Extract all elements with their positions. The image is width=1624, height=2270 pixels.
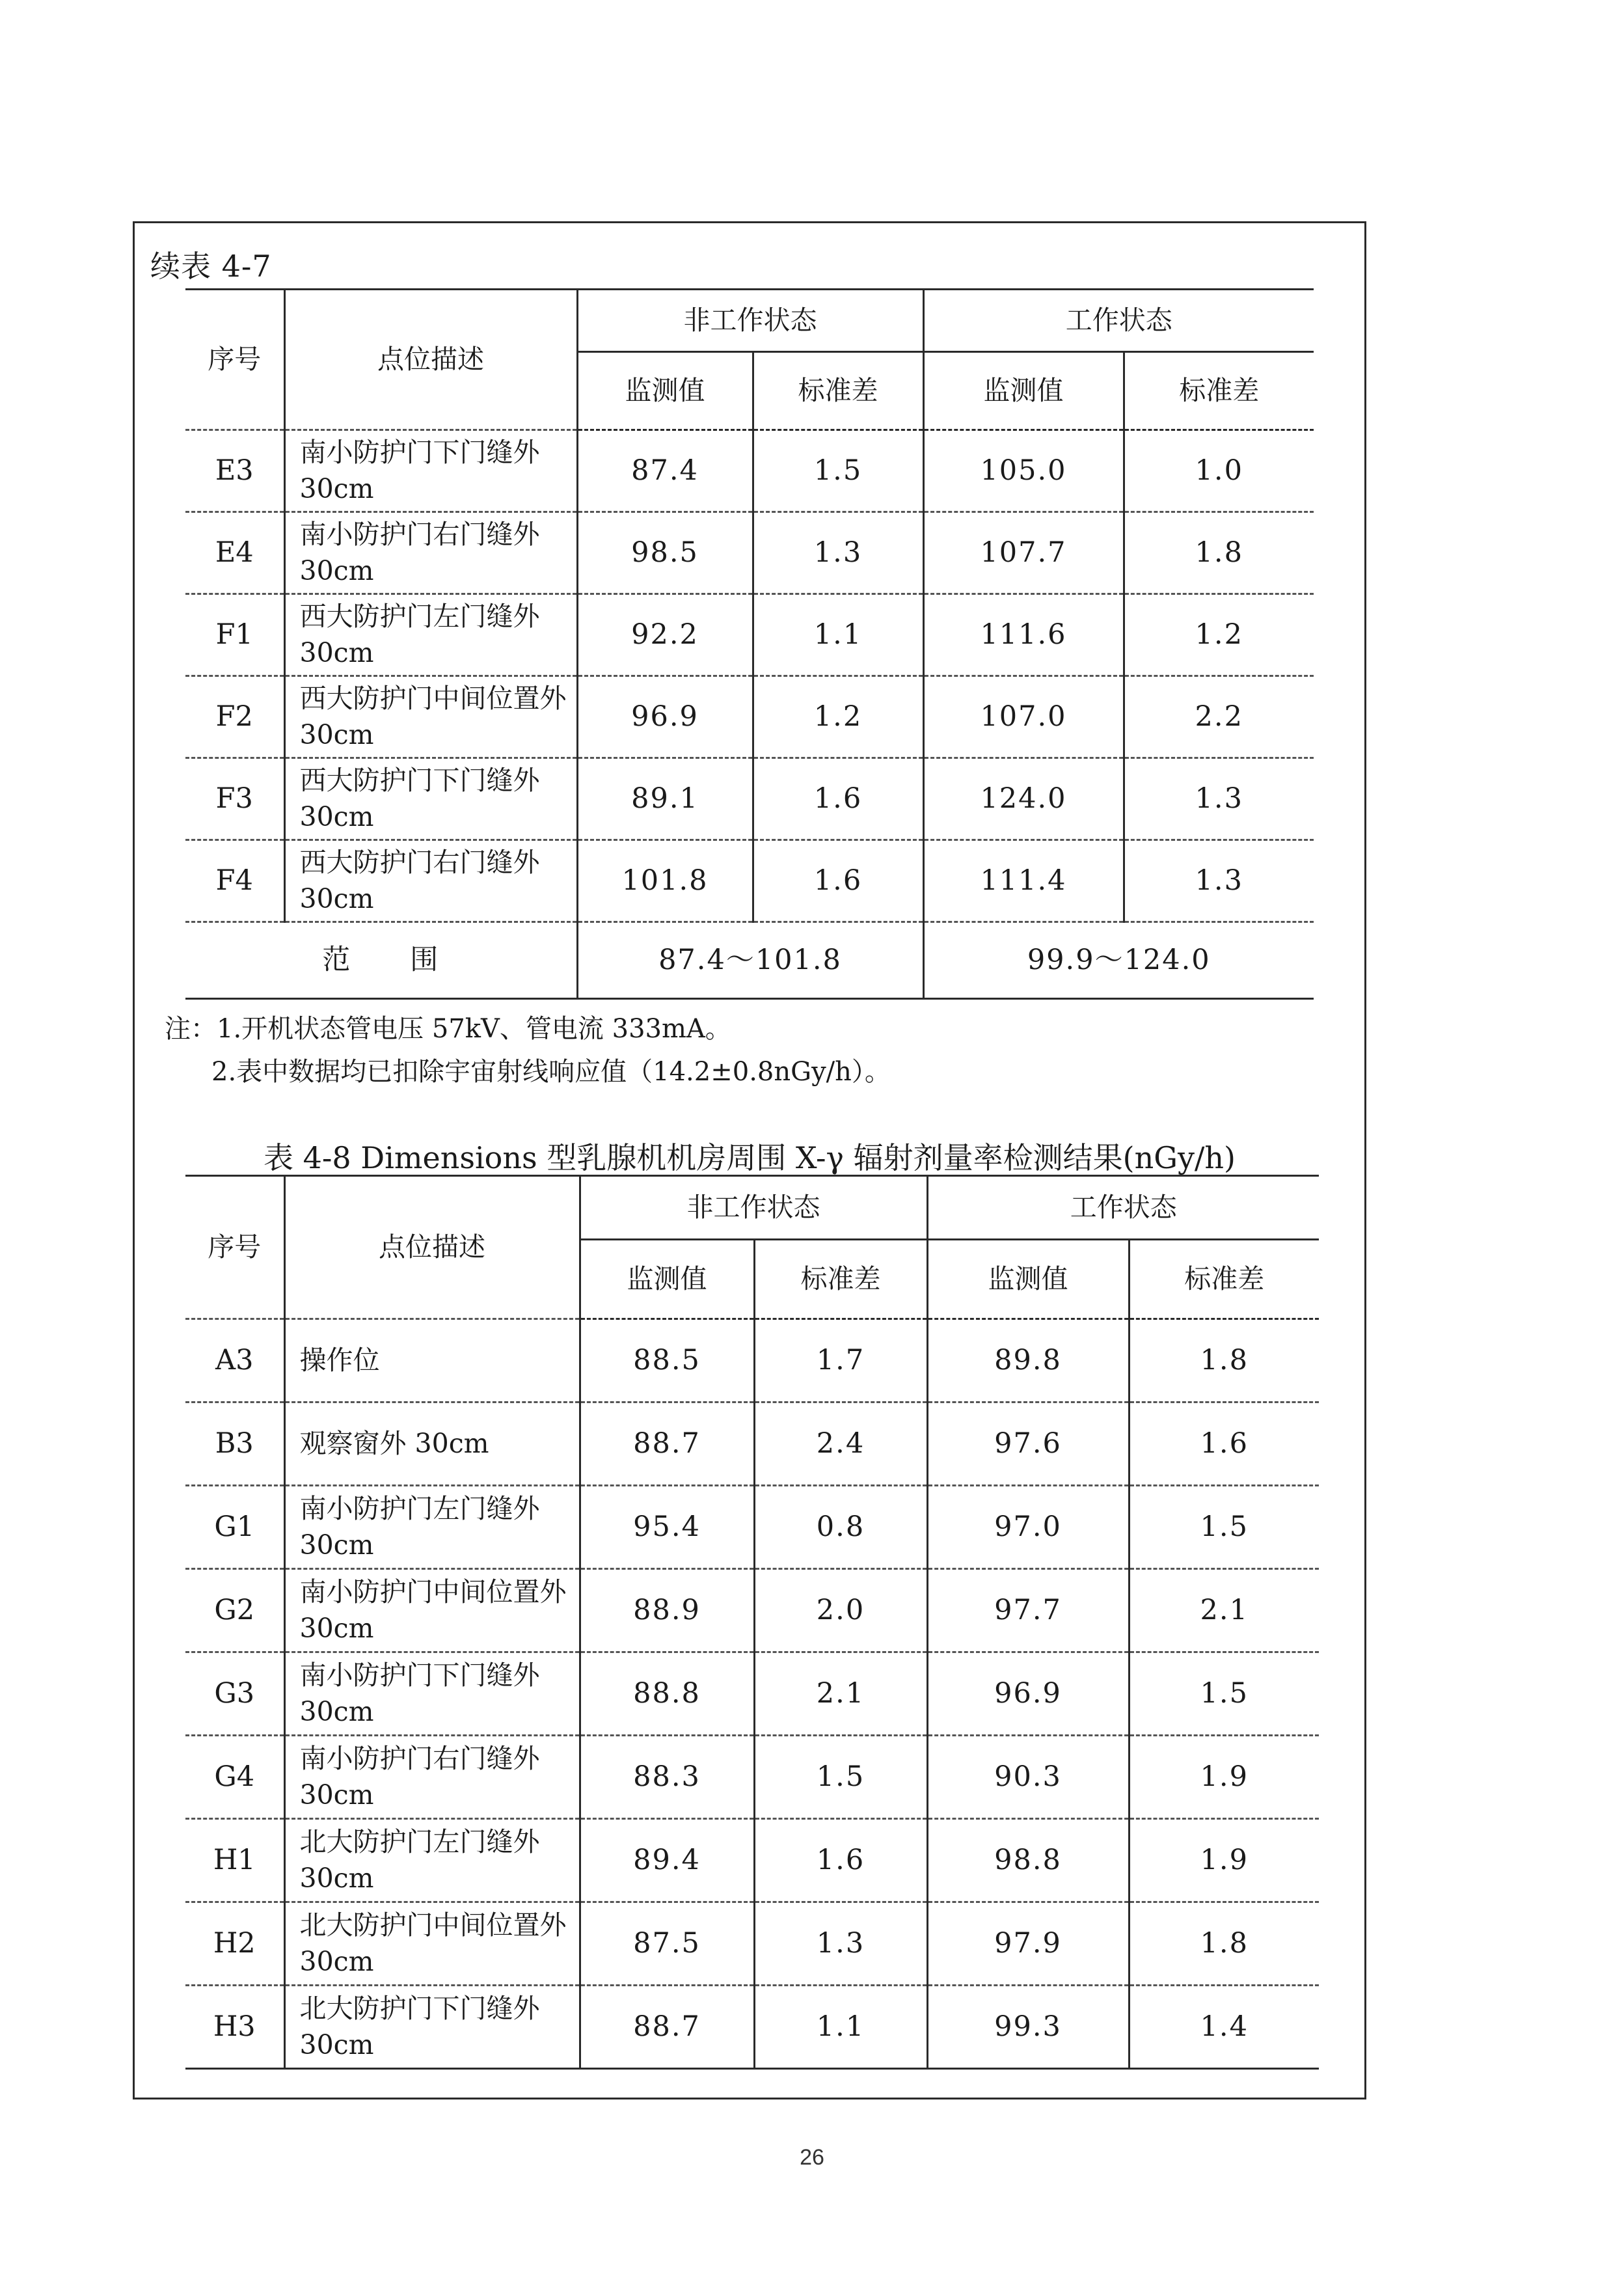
cell-on-std: 1.8 (1129, 1902, 1319, 1986)
cell-on-std: 1.9 (1129, 1819, 1319, 1902)
range-off: 87.4～101.8 (577, 922, 923, 999)
cell-on-std: 1.9 (1129, 1736, 1319, 1819)
table2-caption: 表 4-8 Dimensions 型乳腺机机房周围 X-γ 辐射剂量率检测结果(nGy/h) (263, 1140, 1236, 1175)
table1 (185, 288, 1314, 1000)
table1-header-no: 序号 (185, 290, 284, 430)
table-row (185, 1902, 1319, 1986)
cell-id: G4 (185, 1736, 284, 1819)
cell-off-std: 2.0 (754, 1569, 927, 1652)
table1-header-off-value: 监测值 (577, 352, 753, 430)
cell-on-val: 97.6 (927, 1402, 1129, 1486)
table2-header-group-on: 工作状态 (927, 1176, 1319, 1240)
range-row (185, 922, 1314, 999)
cell-id: A3 (185, 1319, 284, 1402)
cell-id: H3 (185, 1986, 284, 2069)
cell-id: H2 (185, 1902, 284, 1986)
cell-on-std: 1.4 (1129, 1986, 1319, 2069)
cell-id: H1 (185, 1819, 284, 1902)
cell-off-std: 1.1 (753, 594, 923, 676)
cell-off-val: 89.1 (577, 758, 753, 840)
cell-off-val: 98.5 (577, 512, 753, 594)
cell-off-val: 96.9 (577, 676, 753, 758)
table-notes (165, 1007, 891, 1093)
cell-desc: 北大防护门左门缝外30cm (284, 1819, 580, 1902)
cell-off-val: 89.4 (580, 1819, 754, 1902)
cell-desc: 西大防护门左门缝外30cm (284, 594, 577, 676)
cell-id: G1 (185, 1486, 284, 1569)
page-frame (133, 221, 1366, 2099)
cell-on-std: 1.3 (1124, 840, 1314, 922)
table2-header-desc: 点位描述 (284, 1176, 580, 1319)
cell-desc: 南小防护门右门缝外30cm (284, 512, 577, 594)
cell-on-std: 2.2 (1124, 676, 1314, 758)
cell-desc: 南小防护门左门缝外30cm (284, 1486, 580, 1569)
cell-off-val: 87.4 (577, 430, 753, 512)
cell-off-val: 101.8 (577, 840, 753, 922)
table-row (185, 1986, 1319, 2069)
cell-off-std: 1.3 (754, 1902, 927, 1986)
cell-id: E4 (185, 512, 284, 594)
cell-desc: 南小防护门下门缝外30cm (284, 430, 577, 512)
cell-on-std: 1.3 (1124, 758, 1314, 840)
cell-on-val: 96.9 (927, 1652, 1129, 1736)
cell-off-std: 1.6 (753, 840, 923, 922)
cell-on-val: 97.9 (927, 1902, 1129, 1986)
cell-off-std: 1.6 (754, 1819, 927, 1902)
cell-desc: 观察窗外 30cm (284, 1402, 580, 1486)
cell-id: F3 (185, 758, 284, 840)
cell-desc: 南小防护门中间位置外 30cm (284, 1569, 580, 1652)
table2-header-on-value: 监测值 (927, 1240, 1129, 1319)
table2-header-off-value: 监测值 (580, 1240, 754, 1319)
cell-off-std: 1.7 (754, 1319, 927, 1402)
cell-id: G3 (185, 1652, 284, 1736)
cell-off-std: 0.8 (754, 1486, 927, 1569)
table1-caption: 续表 4-7 (150, 249, 272, 284)
cell-off-val: 88.9 (580, 1569, 754, 1652)
cell-on-val: 111.4 (923, 840, 1124, 922)
cell-desc: 南小防护门下门缝外30cm (284, 1652, 580, 1736)
cell-desc: 西大防护门右门缝外30cm (284, 840, 577, 922)
table-row (185, 1736, 1319, 1819)
table-row (185, 840, 1314, 922)
cell-on-std: 1.6 (1129, 1402, 1319, 1486)
table-row (185, 1486, 1319, 1569)
cell-off-val: 88.7 (580, 1402, 754, 1486)
cell-off-std: 2.4 (754, 1402, 927, 1486)
cell-desc: 西大防护门中间位置外30cm (284, 676, 577, 758)
table1-header-on-std: 标准差 (1124, 352, 1314, 430)
cell-off-std: 2.1 (754, 1652, 927, 1736)
cell-on-val: 90.3 (927, 1736, 1129, 1819)
table2 (185, 1175, 1319, 2070)
cell-off-val: 92.2 (577, 594, 753, 676)
cell-desc: 西大防护门下门缝外30cm (284, 758, 577, 840)
cell-id: F1 (185, 594, 284, 676)
cell-off-val: 95.4 (580, 1486, 754, 1569)
cell-off-val: 88.5 (580, 1319, 754, 1402)
table-row (185, 1652, 1319, 1736)
cell-on-val: 97.0 (927, 1486, 1129, 1569)
table-row (185, 676, 1314, 758)
cell-off-std: 1.6 (753, 758, 923, 840)
page-number: 26 (800, 2145, 824, 2170)
cell-on-val: 89.8 (927, 1319, 1129, 1402)
range-on: 99.9～124.0 (923, 922, 1314, 999)
cell-id: F2 (185, 676, 284, 758)
cell-on-std: 1.2 (1124, 594, 1314, 676)
cell-desc: 北大防护门下门缝外30cm (284, 1986, 580, 2069)
cell-off-val: 88.8 (580, 1652, 754, 1736)
cell-on-val: 111.6 (923, 594, 1124, 676)
table1-header-desc: 点位描述 (284, 290, 577, 430)
cell-on-val: 124.0 (923, 758, 1124, 840)
table2-header-group-off: 非工作状态 (580, 1176, 927, 1240)
table2-header-off-std: 标准差 (754, 1240, 927, 1319)
table2-header-no: 序号 (185, 1176, 284, 1319)
cell-on-val: 107.0 (923, 676, 1124, 758)
table-row (185, 512, 1314, 594)
table2-header-on-std: 标准差 (1129, 1240, 1319, 1319)
table-row (185, 430, 1314, 512)
cell-on-val: 105.0 (923, 430, 1124, 512)
note-line-1: 注：1.开机状态管电压 57kV、管电流 333mA。 (165, 1014, 731, 1044)
cell-on-std: 1.0 (1124, 430, 1314, 512)
cell-off-std: 1.2 (753, 676, 923, 758)
cell-id: B3 (185, 1402, 284, 1486)
note-line-2: 2.表中数据均已扣除宇宙射线响应值（14.2±0.8nGy/h）。 (211, 1057, 891, 1087)
cell-off-std: 1.3 (753, 512, 923, 594)
cell-on-std: 1.5 (1129, 1486, 1319, 1569)
cell-desc: 南小防护门右门缝外30cm (284, 1736, 580, 1819)
cell-id: G2 (185, 1569, 284, 1652)
cell-off-val: 88.3 (580, 1736, 754, 1819)
cell-on-std: 1.5 (1129, 1652, 1319, 1736)
cell-off-std: 1.1 (754, 1986, 927, 2069)
table-row (185, 1402, 1319, 1486)
range-label: 范 围 (185, 922, 577, 999)
table1-header-off-std: 标准差 (753, 352, 923, 430)
table-row (185, 594, 1314, 676)
cell-on-std: 1.8 (1129, 1319, 1319, 1402)
table-row (185, 1819, 1319, 1902)
cell-id: E3 (185, 430, 284, 512)
table-row (185, 1319, 1319, 1402)
cell-off-std: 1.5 (753, 430, 923, 512)
cell-on-std: 1.8 (1124, 512, 1314, 594)
cell-off-val: 88.7 (580, 1986, 754, 2069)
cell-on-val: 98.8 (927, 1819, 1129, 1902)
table1-header-group-off: 非工作状态 (577, 290, 923, 352)
table1-header-on-value: 监测值 (923, 352, 1124, 430)
cell-desc: 北大防护门中间位置外 30cm (284, 1902, 580, 1986)
cell-on-val: 97.7 (927, 1569, 1129, 1652)
table-row (185, 758, 1314, 840)
cell-on-val: 107.7 (923, 512, 1124, 594)
cell-off-val: 87.5 (580, 1902, 754, 1986)
cell-on-std: 2.1 (1129, 1569, 1319, 1652)
cell-desc: 操作位 (284, 1319, 580, 1402)
cell-on-val: 99.3 (927, 1986, 1129, 2069)
table1-header-group-on: 工作状态 (923, 290, 1314, 352)
cell-off-std: 1.5 (754, 1736, 927, 1819)
cell-id: F4 (185, 840, 284, 922)
table-row (185, 1569, 1319, 1652)
